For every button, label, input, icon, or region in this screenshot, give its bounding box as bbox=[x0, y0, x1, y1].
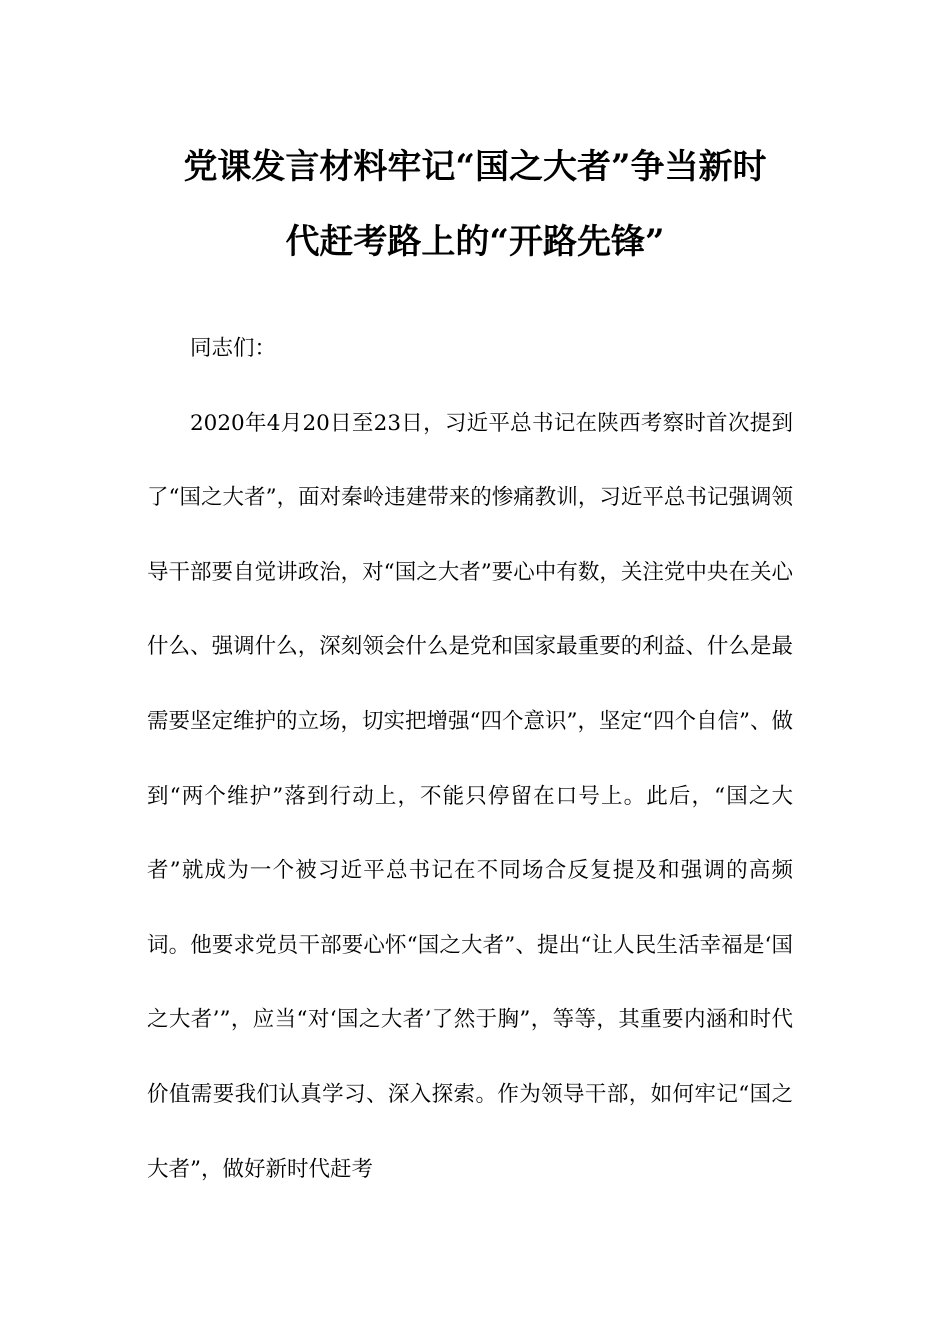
title-line-2: 代赶考路上的“开路先锋” bbox=[285, 222, 665, 262]
document-body bbox=[147, 312, 793, 1207]
document-title bbox=[145, 130, 805, 280]
body-paragraph: 2020年4月20日至23日，习近平总书记在陕西考察时首次提到了“国之大者”，面对秦岭违建带来的惨痛教训，习近平总书记强调领导干部要自觉讲政治，对“国之大者”要心中有数，关注党中央在关心什么、强调什么，深刻领会什么是党和国家最重要的利益、什么是最需要坚定维护的立场，切实把增强“四个意识”，坚定“四个自信”、做到“两个维护”落到行动上，不能只停留在口号上。此后，“国之大者”就成为一个被习近平总书记在不同场合反复提及和强调的高频词。他要求党员干部要心怀“国之大者”、提出“让人民生活幸福是‘国之大者’”，应当“对‘国之大者’了然于胸”，等等，其重要内涵和时代价值需要我们认真学习、深入探索。作为领导干部，如何牢记“国之大者”，做好新时代赶考 bbox=[147, 410, 794, 1182]
salutation: 同志们： bbox=[190, 336, 277, 361]
title-line-1: 党课发言材料牢记“国之大者”争当新时 bbox=[183, 147, 767, 187]
